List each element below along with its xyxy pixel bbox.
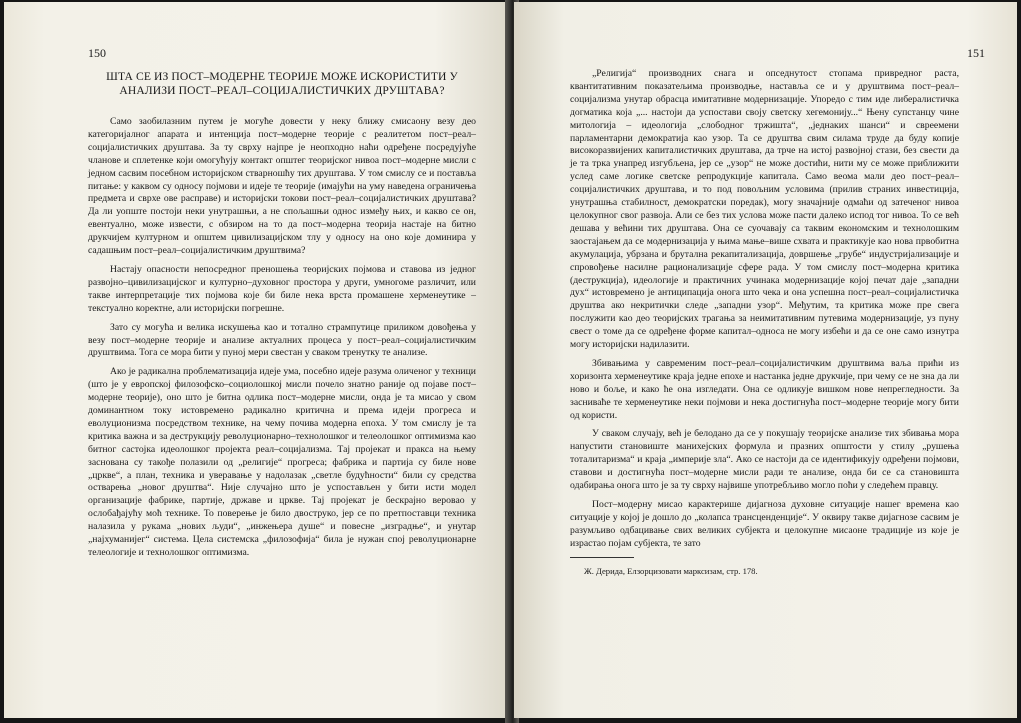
paragraph: Пост–модерну мисао карактерише дијагноза духовне ситуације нашег времена као ситуације у којој је дошло до „колапса трансценденције“. У оквиру такве дијагнозе сасвим је разумљиво одбацивање свих великих субјекта и целокупне мисаоне традиције из које је израстао појам субјекта, те зато — [570, 499, 959, 549]
paragraph: Ако је радикална проблематизација идеје ума, посебно идеје разума оличеног у техници (што је у европској филозофско–социолошкој мисли почело знатно раније од појаве пост–модерне теорије), оно што је битна одлика пост–модерне мисли, онда је та мисао у свом доминантном току истовремено радикално критична и према идеји прогреса и еволуционизма посредством технике, на чему почива модерна епоха. У том смислу је та критика важна и за деструкцију револуционарно–технолошког и телеолошког оптимизма као битног састојка идеолошког пројекта реал–социјализма. Тај пројекат и пракса на њему заснована су такође полазили од „религије“ прогреса; фабрика и партија су биле нове „цркве“, а план, техника и уверавање у надолазак „светле будућности“ били су средства остварења „новог друштва“. Није случајно што је успостављен у бити исти модел организације фабрике, партије, државе и цркве. Тај пројекат је бескрајно веровао у ослобађајућу моћ технике. То поверење је било двоструко, јер се по претпоставци техника налазила у рукама „нових људи“, „инжењера душе“ и повесне „изградње“, и унутар „најхуманијег“ система. Цела системска „филозофија“ била је нужан спој револуционарне телеологије и технолошког оптимизма. — [88, 366, 476, 558]
chapter-title-line-2: АНАЛИЗИ ПОСТ–РЕАЛ–СОЦИЈАЛИСТИЧКИХ ДРУШТАВА? — [119, 84, 445, 97]
footnote-rule — [570, 557, 634, 558]
left-page-body — [88, 116, 476, 560]
chapter-title-line-1: ШТА СЕ ИЗ ПОСТ–МОДЕРНЕ ТЕОРИЈЕ МОЖЕ ИСКОРИСТИТИ У — [106, 70, 458, 83]
right-page — [514, 2, 1017, 718]
footnote: Ж. Дерида, Елзорцизовати марксизам, стр. 178. — [584, 565, 758, 576]
chapter-title — [88, 70, 476, 98]
page-number-right: 151 — [967, 46, 985, 60]
page-number-left: 150 — [88, 46, 106, 60]
paragraph: Настају опасности непосредног преношења теоријских појмова и ставова из једног развојно–цивилизацијског и културно–духовног простора у други, умногоме различит, или такве интерпретације тих појмова које би биле нека врста промашене херменеутике – текстуално коректне, али историјски погрешне. — [88, 263, 476, 314]
paragraph: Збивањима у савременим пост–реал–социјалистичким друштвима ваља прићи из хоризонта херменеутике краја једне епохе и настанка једне друкчије, при чему се не зна да ли ново и боље, и како ће она изгледати. Она се одликује вишком нове непрегледности. За засниваће те херменеутике неки појмови и нека достигнућа пост–модерне теорије могу бити од користи. — [570, 357, 959, 421]
paragraph: Зато су могућа и велика искушења као и тотално стрампутице приликом довођења у везу пост–модерне теорије и анализе актуалних процеса у пост–реал–социјалистичким друштвима. Тога се мора бити у пуној мери свестан у сваком тренутку те анализе. — [88, 321, 476, 359]
paragraph: „Религија“ производних снага и опседнутост стопама привредног раста, квантитативним показатељима производње, наставља се и у друштвима пост–реал–социјализма унутар обрасца имитативне модернизације. Упоредо с тим иде либералистичка догматика која „... настоји да успостави своју светску хегемонију...“ Њену супстанцу чине митологија – идеологија „слободног тржишта“, „једнаких шанси“ и свреемени парламентарни демократија као узор. Та се друштва свим силама труде да буду копије високоразвијених капиталистичких друштава, да трче на истој развојној стази, без свести да је та трка унапред изгубљена, јер се „узор“ не може достићи, нити му се може приближити услед саме логике светске репродукције капитала. Само веома мали део пост–реал–социјалистичких друштава, и то под повољним условима (прилив страних инвестиција, унутрашња стабилност, демократски поредак), могу значајније одмаћи од затеченог нивоа целокупног свог развоја. Али се без тих услова може пасти далеко испод тог нивоа. То се већ дешава у већини тих друштава. Она се суочавају са таквим економским и технолошким заостајањем да се модернизација у њима мање–више схвата и практикује као нова првобитна акумулација, убрзана и брутална рекапитализација, довршење „грубе“ индустријализације и спровођење насилне рационализације сфере рада. У том смислу пост–модерна критика (деструкција), идеологије и практичних учинака модернизације којој печат даје „западни дух“ истовремено је антиципација онога што чека и она успешна пост–реал–социјалистичка друштва ако некритички следе „западни узор“. Међутим, та критика може пре свега послужити као део теоријских трагања за неимитативним путевима модернизације, уз пуну свест о томе да се одређене форме капитал–односа не могу избећи и да се оне само изнутра могу историјски надилазити. — [570, 68, 959, 351]
left-page — [4, 2, 510, 718]
paragraph: У сваком случају, већ је белодано да се у покушају теоријске анализе тих збивања мора напустити становиште манихејских формула и празних општости у стилу „рушења тоталитаризма“ и краја „империје зла“. Ако се настоји да се идентификују одређени појмови, ставови и достигнућа пост–модерне мисли ради те анализе, онда би се са становишта одабирања онога што је за ту сврху највише употребљиво могло поћи у следећем правцу. — [570, 428, 959, 492]
right-page-body — [570, 68, 959, 577]
paragraph: Само заобилазним путем је могуће довести у неку ближу смисаону везу део категоријалног апарата и интенција пост–модерне теорије с реалитетом пост–реал–социјалистичких друштава. За ту сврху најпре је неопходно наћи одређене посредујуће чланове и сплетенке који омогућују контакт општег теоријског нивоа пост–модерне мисли с једном сасвим посебном историјском стварношћу тих друштава. У том смислу се и поставља питање: у каквом су односу појмови и идеје те теорије (имајући на уму наведена ограничења предмета и сврхе ове расправе) и историјски токови пост–реал–социјалистичких друштава? Да ли уопште постоји неки унутрашњи, а не спољашњи однос између њих, и какво се он, евентуално, може извести, с обзиром на то да пост–модерна теорија настаје на битно друкчијем културном и општем цивилизацијском тлу у односу на оно које доминира у садашњим пост–реал–социјалистичким друштвима? — [88, 116, 476, 257]
